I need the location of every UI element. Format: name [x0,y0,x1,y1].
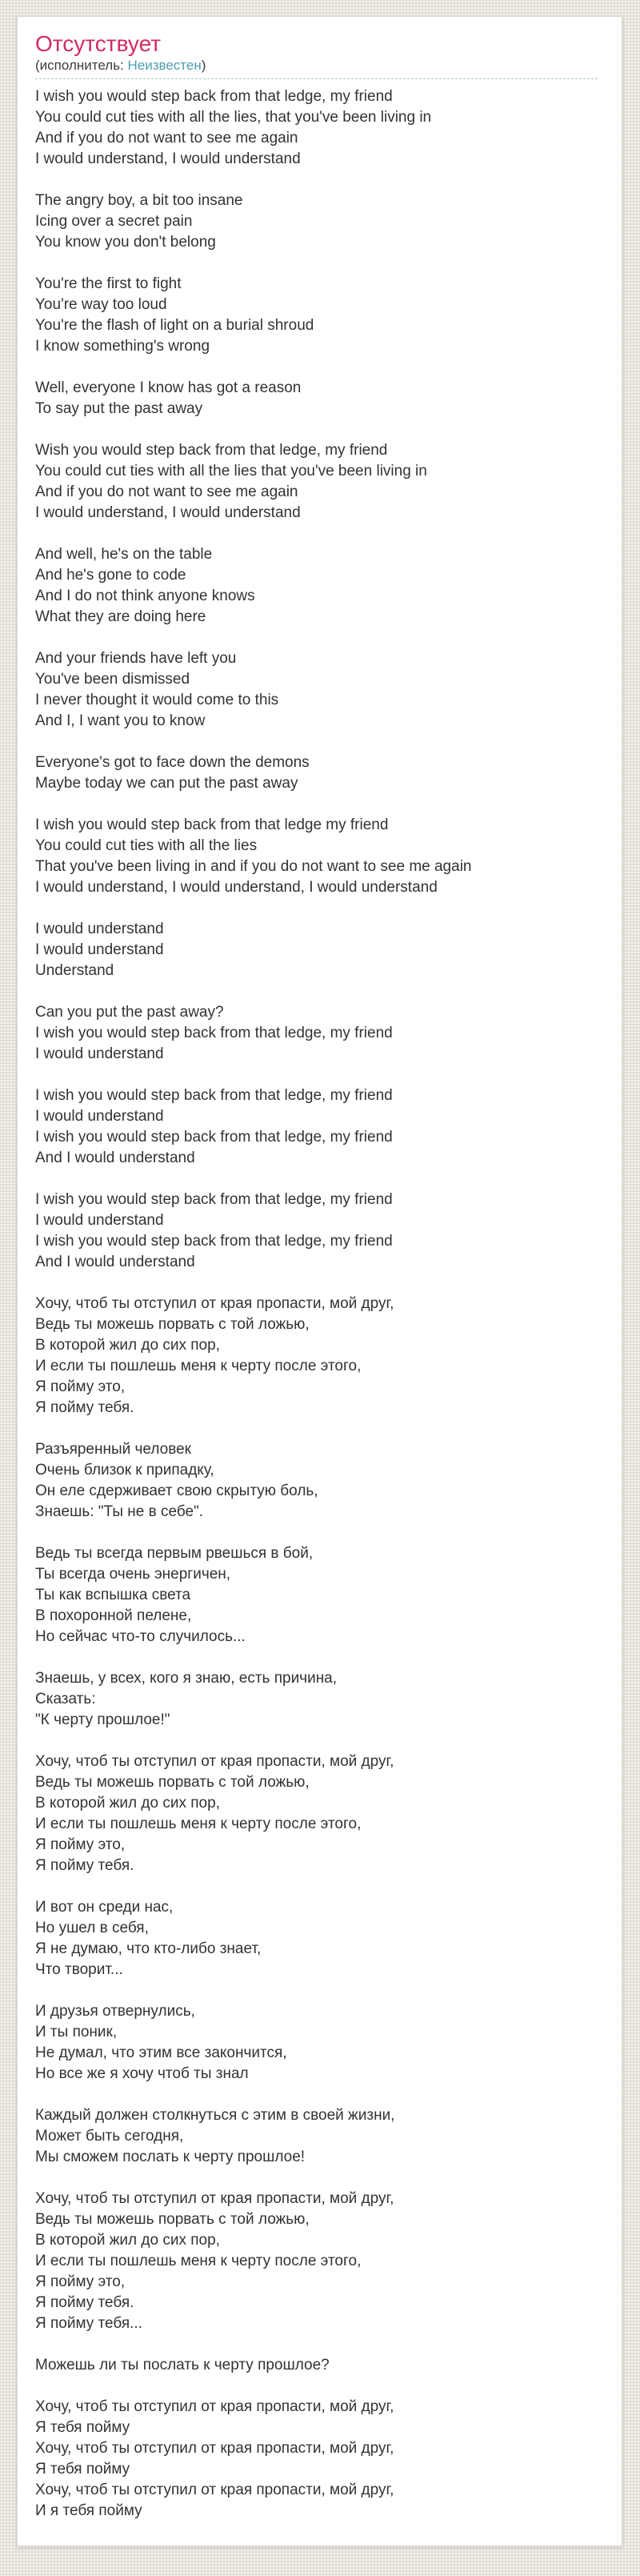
lyrics-stanza: The angry boy, a bit too insane Icing over a secret pain You know you don't belong [35,192,243,251]
lyrics-stanza: Хочу, чтоб ты отступил от края пропасти, мой друг, Ведь ты можешь порвать с той ложью, В которой жил до сих пор, И если ты пошлешь меня к черту после этого, Я пойму это, Я пойму тебя. [35,1295,394,1416]
lyrics-stanza: Можешь ли ты послать к черту прошлое? [35,2357,330,2373]
page-title: Отсутствует [35,31,162,56]
lyrics-stanza: Знаешь, у всех, кого я знаю, есть причина, Сказать: "К черту прошлое!" [35,1670,338,1728]
lyrics-stanza: And well, he's on the table And he's gone to code And I do not think anyone knows What they are doing here [35,546,255,625]
lyrics-stanza: Wish you would step back from that ledge, my friend You could cut ties with all the lies that you've been living in And if you do not want to see me again I would understand, I would understand [35,442,427,521]
lyrics-stanza: Хочу, чтоб ты отступил от края пропасти, мой друг, Ведь ты можешь порвать с той ложью, В которой жил до сих пор, И если ты пошлешь меня к черту после этого, Я пойму это, Я пойму тебя. Я пойму тебя... [35,2190,394,2332]
lyrics-stanza: И друзья отвернулись, И ты поник, Не думал, что этим все закончится, Но все же я хочу чтоб ты знал [35,2003,287,2082]
lyrics-stanza: You're the first to fight You're way too loud You're the flash of light on a burial shroud I know something's wrong [35,275,314,355]
lyrics-stanza: Хочу, чтоб ты отступил от края пропасти, мой друг, Ведь ты можешь порвать с той ложью, В которой жил до сих пор, И если ты пошлешь меня к черту после этого, Я пойму это, Я пойму тебя. [35,1753,394,1874]
artist-close-paren: ) [201,58,206,73]
lyrics-stanza: Well, everyone I know has got a reason To say put the past away [35,379,302,417]
lyrics-stanza: Разъяренный человек Очень близок к припадку, Он еле сдерживает свою скрытую боль, Знаешь: "Ты не в себе". [35,1441,318,1520]
lyrics-stanza: Хочу, чтоб ты отступил от края пропасти, мой друг, Я тебя пойму Хочу, чтоб ты отступил от края пропасти, мой друг, Я тебя пойму Хочу, чтоб ты отступил от края пропасти, мой друг, И я тебя пойму [35,2398,394,2519]
page-background [0,16,640,2576]
lyrics-stanza: Everyone's got to face down the demons Maybe today we can put the past away [35,754,310,792]
lyrics-stanza: Can you put the past away? I wish you would step back from that ledge, my friend I would understand [35,1004,393,1062]
lyrics-stanza: I wish you would step back from that ledge my friend You could cut ties with all the lies That you've been living in and if you do not want to see me again I would understand, I would understand, I would understand [35,817,472,896]
lyrics-stanza: Ведь ты всегда первым рвешься в бой, Ты всегда очень энергичен, Ты как вспышка света В похоронной пелене, Но сейчас что-то случилось... [35,1545,314,1645]
lyrics-stanza: I wish you would step back from that ledge, my friend I would understand I wish you would step back from that ledge, my friend And I would understand [35,1191,393,1270]
lyrics-stanza: I wish you would step back from that ledge, my friend I would understand I wish you would step back from that ledge, my friend And I would understand [35,1087,393,1166]
song-header [35,31,598,79]
lyrics-stanza: И вот он среди нас, Но ушел в себя, Я не думаю, что кто-либо знает, Что творит... [35,1899,262,1978]
lyrics-stanza: I wish you would step back from that ledge, my friend You could cut ties with all the lies, that you've been living in And if you do not want to see me again I would understand, I would understand [35,88,432,167]
lyrics-stanza: And your friends have left you You've been dismissed I never thought it would come to this And I, I want you to know [35,650,279,729]
artist-line [35,58,598,74]
lyrics-stanza: I would understand I would understand Understand [35,921,164,979]
lyrics-stanza: Каждый должен столкнуться с этим в своей жизни, Может быть сегодня, Мы сможем послать к черту прошлое! [35,2107,395,2165]
lyrics-text [35,79,598,2522]
artist-label: (исполнитель: [35,58,124,73]
lyrics-card [17,16,622,2546]
artist-link[interactable]: Неизвестен [127,58,202,73]
